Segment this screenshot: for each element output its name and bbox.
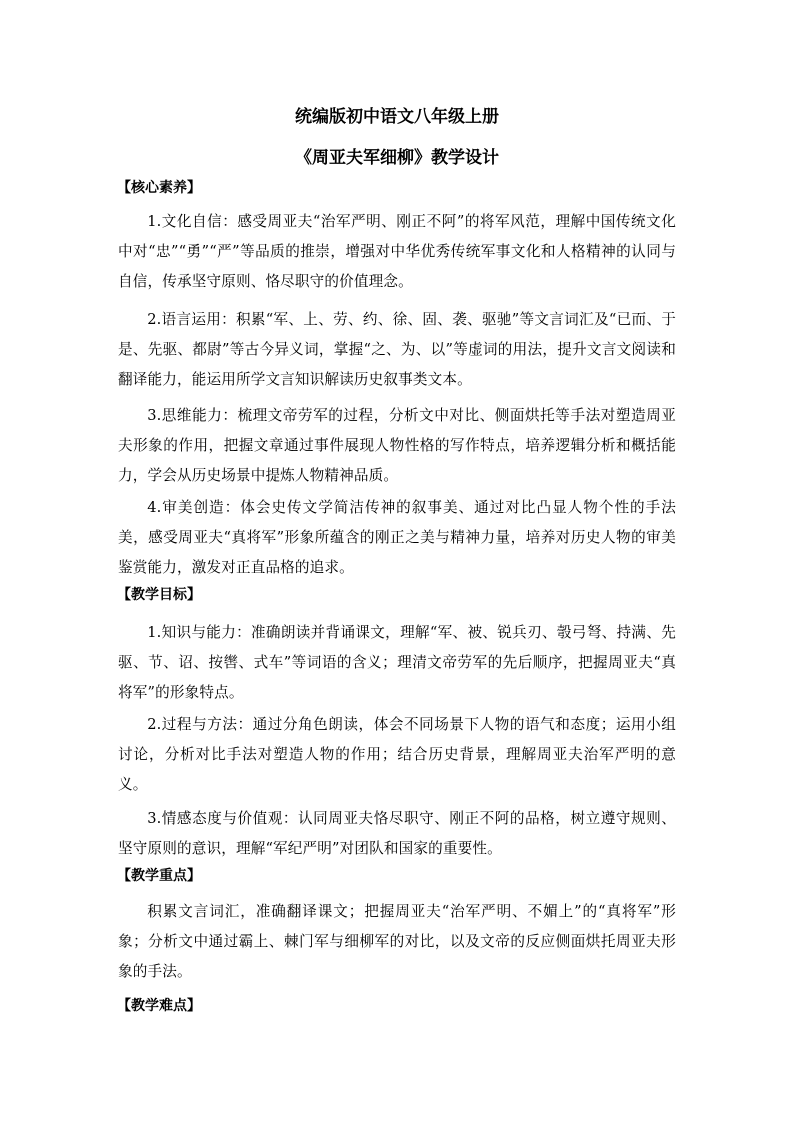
paragraph: 1.知识与能力：准确朗读并背诵课文，理解“军、被、锐兵刃、彀弓弩、持满、先驱、节、诏、按辔、式车”等词语的含义；理清文帝劳军的先后顺序，把握周亚夫“真将军”的形象特点。 bbox=[118, 624, 676, 701]
paragraph: 3.思维能力：梳理文帝劳军的过程，分析文中对比、侧面烘托等手法对塑造周亚夫形象的作用，把握文章通过事件展现人物性格的写作特点，培养逻辑分析和概括能力，学会从历史场景中提炼人物精神品质。 bbox=[118, 407, 676, 484]
section-heading-core-literacy: 【核心素养】 bbox=[117, 180, 201, 196]
section-heading-teaching-goals: 【教学目标】 bbox=[117, 587, 201, 603]
paragraph: 积累文言词汇，准确翻译课文；把握周亚夫“治军严明、不媚上”的“真将军”形象；分析文中通过霸上、棘门军与细柳军的对比，以及文帝的反应侧面烘托周亚夫形象的手法。 bbox=[118, 903, 676, 980]
document-subtitle: 《周亚夫军细柳》教学设计 bbox=[295, 148, 499, 168]
document-title: 统编版初中语文八年级上册 bbox=[295, 107, 499, 127]
paragraph: 2.过程与方法：通过分角色朗读，体会不同场景下人物的语气和态度；运用小组讨论，分析对比手法对塑造人物的作用；结合历史背景，理解周亚夫治军严明的意义。 bbox=[118, 716, 676, 793]
paragraph: 2.语言运用：积累“军、上、劳、约、徐、固、袭、驱驰”等文言词汇及“已而、于是、先驱、都尉”等古今异义词，掌握“之、为、以”等虚词的用法，提升文言文阅读和翻译能力，能运用所学文言知识解读历史叙事类文本。 bbox=[118, 311, 676, 388]
section-heading-teaching-difficulty: 【教学难点】 bbox=[117, 998, 201, 1014]
paragraph: 4.审美创造：体会史传文学简洁传神的叙事美、通过对比凸显人物个性的手法美，感受周亚夫“真将军”形象所蕴含的刚正之美与精神力量，培养对历史人物的审美鉴赏能力，激发对正直品格的追求。 bbox=[118, 499, 676, 576]
paragraph: 3.情感态度与价值观：认同周亚夫恪尽职守、刚正不阿的品格，树立遵守规则、坚守原则的意识，理解“军纪严明”对团队和国家的重要性。 bbox=[118, 810, 676, 857]
paragraph: 1.文化自信：感受周亚夫“治军严明、刚正不阿”的将军风范，理解中国传统文化中对“忠”“勇”“严”等品质的推崇，增强对中华优秀传统军事文化和人格精神的认同与自信，传承坚守原则、恪尽职守的价值理念。 bbox=[118, 213, 676, 290]
section-heading-teaching-focus: 【教学重点】 bbox=[117, 868, 201, 884]
